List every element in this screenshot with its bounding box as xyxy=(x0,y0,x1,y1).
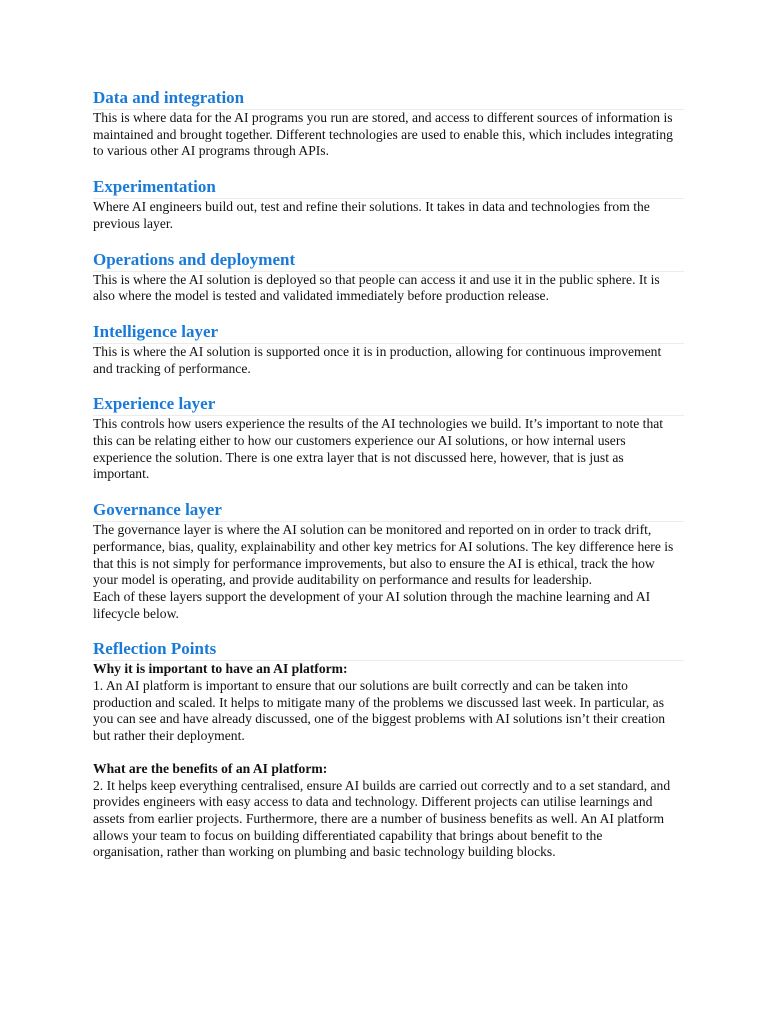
section-body: The governance layer is where the AI solution can be monitored and reported on in order to track drift, performance, bias, quality, explainability and other key metrics for AI solutions. The key difference here is that this is not simply for performance improvements, but also to ensure the AI is ethical, track the how your model is operating, and provide auditability on performance and results for leadership. xyxy=(93,522,674,588)
section-body: Where AI engineers build out, test and refine their solutions. It takes in data and technologies from the previous layer. xyxy=(93,199,650,231)
reflection-question-2: What are the benefits of an AI platform: xyxy=(93,760,328,776)
section-governance-layer xyxy=(93,500,676,622)
reflection-answer-2: 2. It helps keep everything centralised, ensure AI builds are carried out correctly and to a set standard, and provides engineers with easy access to data and technology. Different projects can utilise learnings and assets from earlier projects. Furthermore, there are a number of business benefits as well. An AI platform allows your team to focus on building differentiated capability that brings about benefit to the organisation, rather than working on plumbing and basic technology building blocks. xyxy=(93,777,671,860)
section-heading: Intelligence layer xyxy=(93,322,684,344)
section-intelligence-layer xyxy=(93,322,676,377)
section-operations-deployment xyxy=(93,250,676,305)
section-heading: Operations and deployment xyxy=(93,250,684,272)
section-body-continued: Each of these layers support the development of your AI solution through the machine learning and AI lifecycle below. xyxy=(93,588,651,621)
reflection-question-1: Why it is important to have an AI platform: xyxy=(93,661,348,677)
section-experimentation xyxy=(93,177,676,232)
section-body: This is where the AI solution is supported once it is in production, allowing for continuous improvement and tracking of performance. xyxy=(93,343,662,376)
section-body: This is where the AI solution is deployed so that people can access it and use it in the public sphere. It is also where the model is tested and validated immediately before production release. xyxy=(93,271,660,304)
section-heading: Data and integration xyxy=(93,88,684,110)
section-heading: Experience layer xyxy=(93,394,684,416)
section-experience-layer xyxy=(93,394,676,483)
section-heading: Reflection Points xyxy=(93,639,684,661)
section-heading: Experimentation xyxy=(93,177,684,199)
section-data-integration xyxy=(93,88,676,160)
section-body: This controls how users experience the results of the AI technologies we build. It’s important to note that this can be relating either to how our customers experience our AI solutions, or how internal users experience the solution. There is one extra layer that is not discussed here, however, that is just as important. xyxy=(93,416,664,482)
section-body: This is where data for the AI programs you run are stored, and access to different sources of information is maintained and brought together. Different technologies are used to enable this, which includes integrating to various other AI programs through APIs. xyxy=(93,110,673,159)
section-reflection-points xyxy=(93,639,676,861)
reflection-answer-1: 1. An AI platform is important to ensure that our solutions are built correctly and can be taken into production and scaled. It helps to mitigate many of the problems we discussed last week. In particular, as you can see and have already discussed, one of the biggest problems with AI solutions isn’t their creation but rather their deployment. xyxy=(93,678,666,744)
section-heading: Governance layer xyxy=(93,500,684,522)
